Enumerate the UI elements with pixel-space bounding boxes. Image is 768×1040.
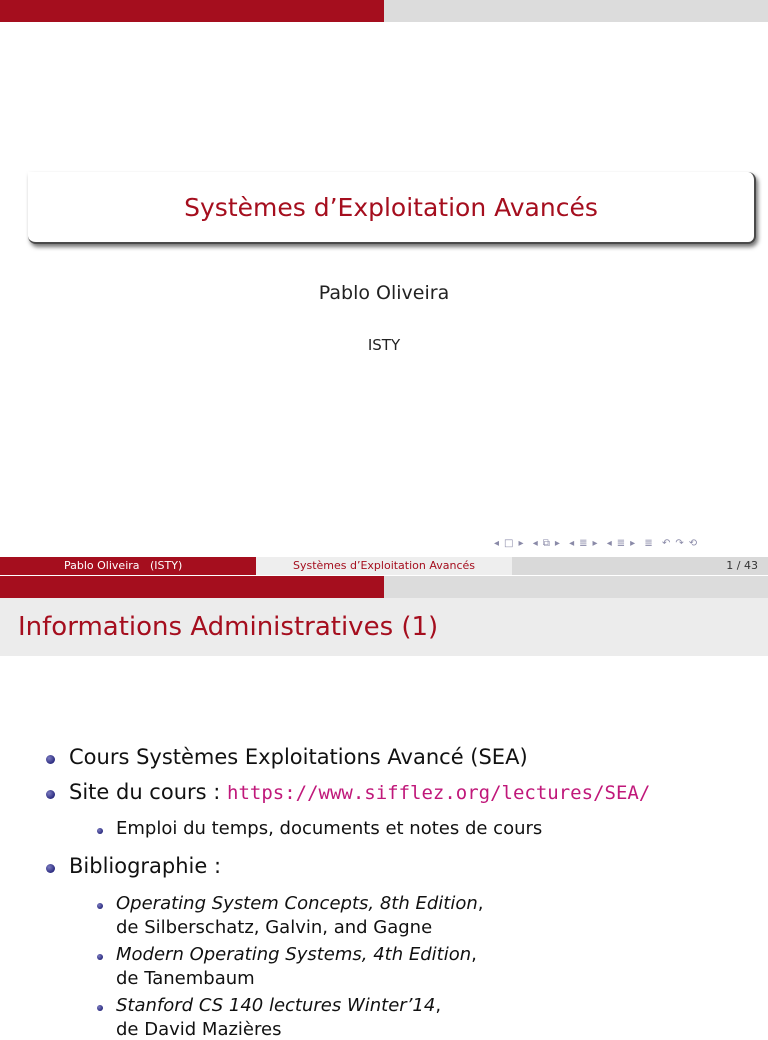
title-box: [28, 172, 756, 244]
slide2-header-bar-red: [0, 576, 384, 598]
nav-subsection-icon[interactable]: ⧉: [542, 538, 551, 549]
list-item-schedule: Emploi du temps, documents et notes de cours: [116, 818, 543, 839]
nav-back-icon[interactable]: ↶: [661, 538, 672, 549]
nav-next-document-icon[interactable]: ▸: [630, 538, 637, 549]
bullet-icon: [46, 755, 55, 764]
nav-next-frame-icon[interactable]: ▸: [518, 538, 525, 549]
bullet-icon: [46, 790, 55, 799]
book-1-author: de Silberschatz, Galvin, and Gagne: [116, 917, 433, 938]
slide2-title: Informations Administratives (1): [18, 612, 439, 642]
institute-name: ISTY: [367, 336, 401, 354]
book-3-author: de David Mazières: [116, 1019, 282, 1040]
sub-bullet-icon: [97, 1005, 103, 1011]
list-item-course: Cours Systèmes Exploitations Avancé (SEA): [69, 745, 528, 769]
list-item-bibliography: Bibliographie :: [69, 854, 222, 878]
bullet-icon: [46, 864, 55, 873]
book-2-title: Modern Operating Systems, 4th Edition: [116, 944, 472, 965]
navigation-symbols[interactable]: [494, 538, 764, 552]
nav-frame-icon[interactable]: □: [504, 538, 515, 549]
header-bar-red: [0, 0, 384, 22]
book-2-author: de Tanembaum: [116, 968, 255, 989]
footer-page-number: 1 / 43: [726, 559, 758, 572]
nav-appendix-icon[interactable]: ≣: [644, 538, 654, 549]
author-name: Pablo Oliveira: [318, 282, 450, 304]
footer-author: Pablo Oliveira (ISTY): [64, 559, 183, 572]
sub-bullet-icon: [97, 828, 103, 834]
course-site-link[interactable]: https://www.sifflez.org/lectures/SEA/: [227, 782, 651, 804]
slide-title: Systèmes d’Exploitation Avancés: [184, 192, 598, 222]
book-1-title: Operating System Concepts, 8th Edition: [116, 893, 478, 914]
book-2-comma: ,: [471, 944, 477, 965]
nav-prev-document-icon[interactable]: ◂: [606, 538, 613, 549]
nav-prev-section-icon[interactable]: ◂: [569, 538, 576, 549]
footer-title: Systèmes d’Exploitation Avancés: [292, 559, 476, 572]
site-label: Site du cours :: [69, 780, 228, 804]
nav-section-icon[interactable]: ≣: [579, 538, 589, 549]
list-item-site: [69, 780, 650, 804]
nav-forward-icon[interactable]: ↷: [675, 538, 685, 549]
book-1-comma: ,: [477, 893, 484, 914]
book-1-title-line: [116, 893, 483, 914]
header-bar-grey: [384, 0, 768, 22]
book-3-comma: ,: [435, 995, 442, 1016]
sub-bullet-icon: [97, 903, 103, 909]
nav-prev-frame-icon[interactable]: ◂: [494, 538, 501, 549]
nav-next-section-icon[interactable]: ▸: [592, 538, 599, 549]
book-2-title-line: [116, 944, 477, 965]
sub-bullet-icon: [97, 954, 103, 960]
slide2-header-bar-grey: [384, 576, 768, 598]
nav-next-subsection-icon[interactable]: ▸: [554, 538, 561, 549]
nav-document-icon[interactable]: ≣: [616, 538, 627, 549]
nav-search-icon[interactable]: ⟲: [688, 538, 699, 549]
book-3-title-line: [116, 995, 441, 1016]
book-3-title: Stanford CS 140 lectures Winter’14: [116, 995, 436, 1016]
nav-prev-subsection-icon[interactable]: ◂: [532, 538, 539, 549]
